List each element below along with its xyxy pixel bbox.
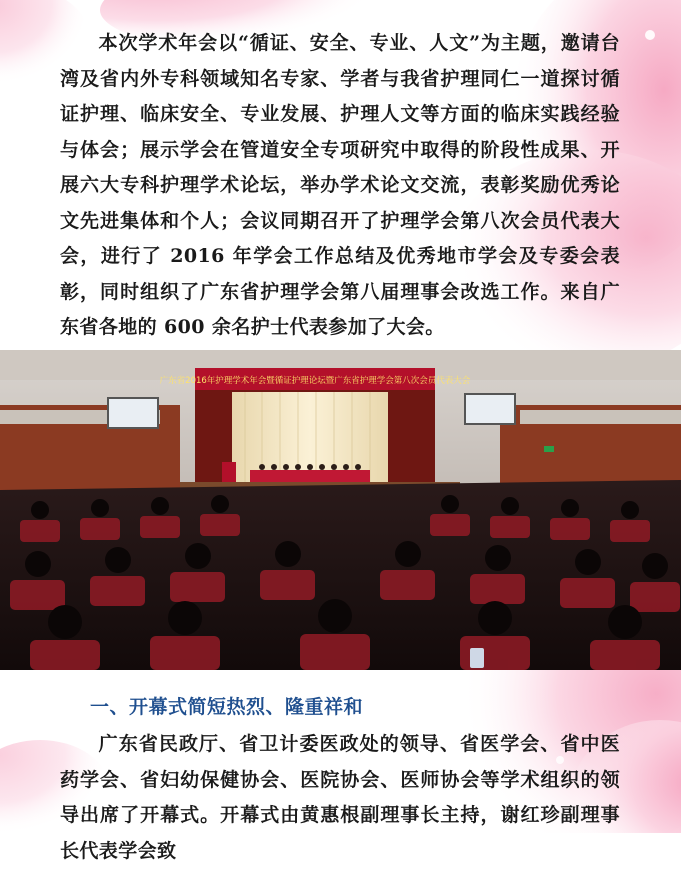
conference-photo [0, 350, 681, 670]
section-heading: 一、开幕式简短热烈、隆重祥和 [90, 696, 364, 718]
stage-banner: 广东省2016年护理学术年会暨循证护理论坛暨广东省护理学会第八次会员代表大会 [159, 376, 471, 386]
intro-paragraph [60, 26, 620, 346]
opening-paragraph [60, 727, 620, 869]
intro-paragraph-text: 本次学术年会以“循证、安全、专业、人文”为主题，邀请台湾及省内外专科领域知名专家、学者与我省护理同仁一道探讨循证护理、临床安全、专业发展、护理人文等方面的临床实践经验与体会；展示学会在管道安全专项研究中取得的阶段性成果、开展六大专科护理学术论坛，举办学术论文交流，表彰奖励优秀论文先进集体和个人；会议同期召开了护理学会第八次会员代表大会，进行了 2016 年学会工作总结及优秀地市学会及专委会表彰，同时组织了广东省护理学会第八届理事会改选工作。来自广东省各地的 600 余名护士代表参加了大会。 [60, 32, 620, 338]
opening-paragraph-text: 广东省民政厅、省卫计委医政处的领导、省医学会、省中医药学会、省妇幼保健协会、医院协会、医师协会等学术组织的领导出席了开幕式。开幕式由黄惠根副理事长主持，谢红珍副理事长代表学会致 [60, 733, 620, 862]
conference-hall-illustration [0, 350, 681, 670]
